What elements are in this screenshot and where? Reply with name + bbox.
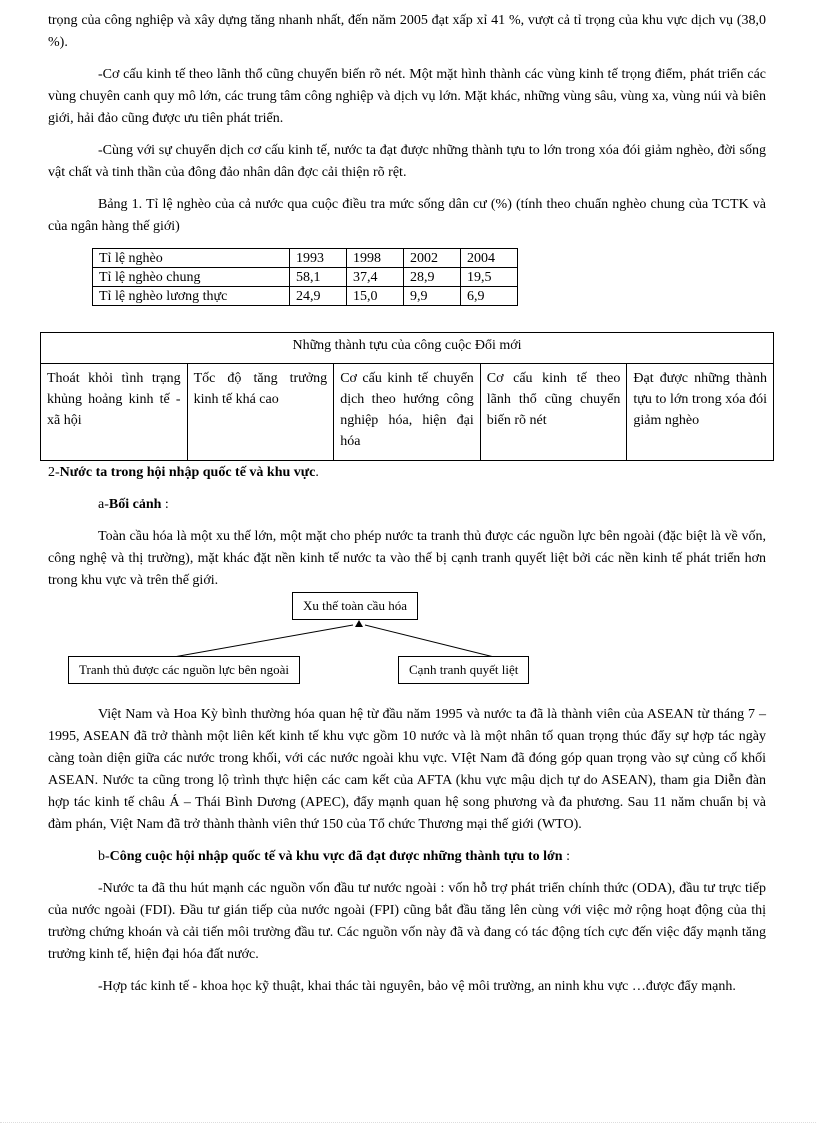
table-cell: 15,0 xyxy=(347,287,404,306)
paragraph-poverty: -Cùng với sự chuyển dịch cơ cấu kinh tế, nước ta đạt được những thành tựu to lớn trong xóa đói giảm nghèo, đời sống vật chất và tinh thần của đông đảo nhân dân đợc cải thiện rõ rệt. xyxy=(48,143,766,180)
achievement-cell: Cơ cấu kinh tế theo lãnh thổ cũng chuyển biến rõ nét xyxy=(480,364,627,461)
diagram-box-right: Cạnh tranh quyết liệt xyxy=(398,656,529,684)
achievements-table xyxy=(40,332,774,461)
table-cell: 9,9 xyxy=(404,287,461,306)
arrow-line-right xyxy=(365,625,498,658)
table-cell: 6,9 xyxy=(461,287,518,306)
table-cell: 28,9 xyxy=(404,268,461,287)
table-header-row xyxy=(93,249,518,268)
subheading-a: a-Bối cảnh : xyxy=(98,497,169,512)
paragraph-intro: trọng của công nghiệp và xây dựng tăng nhanh nhất, đến năm 2005 đạt xấp xỉ 41 %, vượt cả tỉ trọng của khu vực dịch vụ (38,0 %). xyxy=(48,13,766,50)
paragraph-territory: -Cơ cấu kinh tế theo lãnh thổ cũng chuyển biến rõ nét. Một mặt hình thành các vùng kinh tế trọng điểm, phát triển các vùng chuyên canh quy mô lớn, các trung tâm công nghiệp và dịch vụ lớn. Mặt khác, những vùng sâu, vùng xa, vùng núi và biên giới, hải đảo cũng được ưu tiên phát triển. xyxy=(48,67,766,126)
table-row xyxy=(93,287,518,306)
document-page xyxy=(48,10,766,998)
paragraph-cooperation: -Hợp tác kinh tế - khoa học kỹ thuật, khai thác tài nguyên, bảo vệ môi trường, an ninh khu vực …được đẩy mạnh. xyxy=(98,979,736,994)
paragraph-investment: -Nước ta đã thu hút mạnh các nguồn vốn đầu tư nước ngoài : vốn hỗ trợ phát triển chính thức (ODA), đầu tư trực tiếp của nước ngoài (FDI). Đầu tư gián tiếp của nước ngoài (FPI) cũng bắt đầu tăng lên cùng với việc mở rộng hoạt động của thị trường chứng khoán và cải tiến môi trường đầu tư. Các nguồn vốn này đã và đang có tác động tích cực đến việc đẩy mạnh tăng trưởng kinh tế, hiện đại hóa đất nước. xyxy=(48,881,766,962)
diagram-box-left: Tranh thủ được các nguồn lực bên ngoài xyxy=(68,656,300,684)
achievement-cell: Tốc độ tăng trưởng kinh tế khá cao xyxy=(187,364,334,461)
table-cell: 19,5 xyxy=(461,268,518,287)
achievement-cell: Đạt được những thành tựu to lớn trong xóa đói giảm nghèo xyxy=(627,364,774,461)
table-row xyxy=(93,268,518,287)
diagram-box-top: Xu thế toàn cầu hóa xyxy=(292,592,418,620)
table-cell: 37,4 xyxy=(347,268,404,287)
table-cell: 24,9 xyxy=(290,287,347,306)
table-cell: Tỉ lệ nghèo chung xyxy=(93,268,290,287)
achievement-cell: Cơ cấu kinh tế chuyển dịch theo hướng công nghiệp hóa, hiện đại hóa xyxy=(334,364,481,461)
table-cell: Tỉ lệ nghèo lương thực xyxy=(93,287,290,306)
table-header-cell: 2002 xyxy=(404,249,461,268)
achievements-title: Những thành tựu của công cuộc Đổi mới xyxy=(41,333,774,364)
table-header-cell: 1993 xyxy=(290,249,347,268)
globalization-diagram xyxy=(48,594,766,694)
table-header-cell: 2004 xyxy=(461,249,518,268)
arrow-line-left xyxy=(168,625,353,658)
table-header-cell: 1998 xyxy=(347,249,404,268)
table-header-cell: Tỉ lệ nghèo xyxy=(93,249,290,268)
table1-caption: Bảng 1. Tỉ lệ nghèo của cả nước qua cuộc điều tra mức sống dân cư (%) (tính theo chuẩn nghèo chung của TCTK và của ngân hàng thế giới) xyxy=(48,197,766,234)
achievement-cell: Thoát khỏi tình trạng khủng hoảng kinh tế - xã hội xyxy=(41,364,188,461)
paragraph-globalization: Toàn cầu hóa là một xu thế lớn, một mặt cho phép nước ta tranh thủ được các nguồn lực bên ngoài (đặc biệt là về vốn, công nghệ và thị trường), mặt khác đặt nền kinh tế nước ta vào thế bị cạnh tranh quyết liệt bởi các nền kinh tế phát triển hơn trong khu vực và trên thế giới. xyxy=(48,529,766,588)
subheading-b: b-Công cuộc hội nhập quốc tế và khu vực đã đạt được những thành tựu to lớn : xyxy=(98,849,570,864)
poverty-table xyxy=(92,248,518,306)
paragraph-vietnam: Việt Nam và Hoa Kỳ bình thường hóa quan hệ từ đầu năm 1995 và nước ta đã là thành viên của ASEAN từ tháng 7 – 1995, ASEAN đã trở thành một liên kết kinh tế khu vực gồm 10 nước và là một nhân tố quan trọng thúc đẩy sự hợp tác ngày càng toàn diện giữa các nước trong khối, với các nước ngoài khu vực. VIệt Nam đã đóng góp quan trọng vào sự củng cố khối ASEAN. Nước ta cũng trong lộ trình thực hiện các cam kết của AFTA (khu vực mậu dịch tự do ASEAN), tham gia Diễn đàn hợp tác kinh tế châu Á – Thái Bình Dương (APEC), đẩy mạnh quan hệ song phương và đa phương. Sau 11 năm chuẩn bị và đàm phán, Việt Nam đã trở thành thành viên thứ 150 của Tổ chức Thương mại thế giới (WTO). xyxy=(48,707,766,832)
arrow-head xyxy=(355,620,363,627)
section2-heading: 2-Nước ta trong hội nhập quốc tế và khu vực. xyxy=(48,465,319,480)
table-row xyxy=(41,364,774,461)
table-cell: 58,1 xyxy=(290,268,347,287)
